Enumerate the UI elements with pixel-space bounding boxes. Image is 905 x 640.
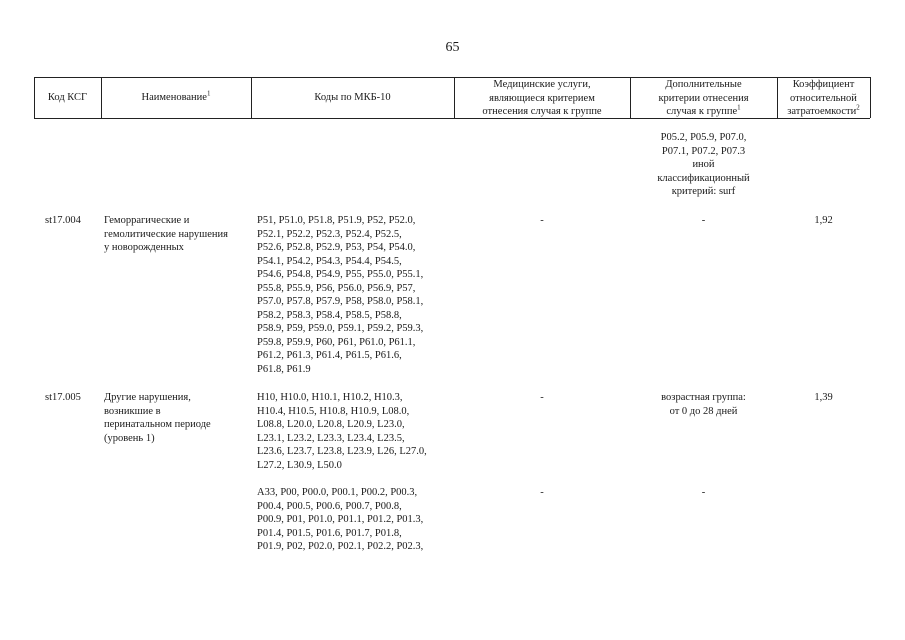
row-name: Другие нарушения, возникшие в перинатальном периоде (уровень 1)	[104, 392, 211, 444]
row-criteria: -	[701, 215, 706, 226]
header-name: Наименование$^1$	[141, 89, 211, 103]
row-services: -	[540, 392, 544, 403]
row-criteria: возрастная группа: от 0 до 28 дней	[661, 392, 746, 417]
row-icd-codes: P51, P51.0, P51.8, P51.9, P52, P52.0, P52.1, P52.2, P52.3, P52.4, P52.5, P52.6, P52.8, P52.9, P53, P54, P54.0, P54.1, P54.2, P54.3, P54.4, P54.5, P54.6, P54.8, P54.9, P55, P55.0, P55.1, P55.8, P55.9, P56, P56.0, P56.9, P57, P57.0, P57.8, P57.9, P58, P58.0, P58.1, P58.2, P58.3, P58.4, P58.5, P58.8, P58.9, P59, P59.0, P59.1, P59.2, P59.3, P59.8, P59.9, P60, P61, P61.0, P61.1, P61.2, P61.3, P61.4, P61.5, P61.6, P61.8, P61.9	[257, 215, 424, 375]
header-criteria: Дополнительные критерии отнесения случая к группе$^1$	[658, 79, 749, 117]
header-services: Медицинские услуги, являющиеся критерием отнесения случая к группе	[482, 79, 602, 117]
row-icd-codes: A33, P00, P00.0, P00.1, P00.2, P00.3, P00.4, P00.5, P00.6, P00.7, P00.8, P00.9, P01, P01.0, P01.1, P01.2, P01.3, P01.4, P01.5, P01.6, P01.7, P01.8, P01.9, P02, P02.0, P02.1, P02.2, P02.3,	[257, 487, 424, 552]
header-divider	[870, 77, 871, 118]
continuation-criteria: P05.2, P05.9, P07.0, P07.1, P07.2, P07.3 иной классификационный критерий: surf	[657, 132, 750, 197]
page-number: 65	[445, 40, 460, 55]
row-code: st17.004	[45, 215, 81, 226]
row-coefficient: 1,39	[814, 392, 833, 403]
header-code: Код КСГ	[47, 92, 88, 103]
row-services: -	[540, 487, 544, 498]
row-criteria: -	[701, 487, 706, 498]
header-coefficient: Коэффициент относительной затратоемкости$^2$	[787, 79, 860, 117]
row-coefficient: 1,92	[814, 215, 833, 226]
row-services: -	[540, 215, 544, 226]
row-icd-codes: H10, H10.0, H10.1, H10.2, H10.3, H10.4, H10.5, H10.8, H10.9, L08.0, L08.8, L20.0, L20.8, L20.9, L23.0, L23.1, L23.2, L23.3, L23.4, L23.5, L23.6, L23.7, L23.8, L23.9, L26, L27.0, L27.2, L30.9, L50.0	[257, 392, 427, 471]
row-name: Геморрагические и гемолитические нарушения у новорожденных	[104, 215, 228, 253]
row-code: st17.005	[45, 392, 81, 403]
header-icd: Коды по МКБ-10	[314, 92, 391, 103]
